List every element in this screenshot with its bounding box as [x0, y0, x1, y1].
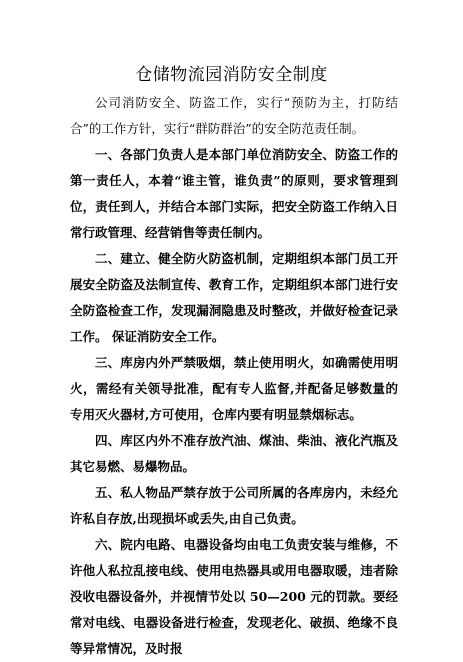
rule-paragraph-3: 三、库房内外严禁吸烟，禁止使用明火，如确需使用明火，需经有关领导批准，配有专人监督,并配备足够数量的专用灭火器材,方可使用，仓库内要有明显禁烟标志。 — [70, 355, 398, 422]
rule-paragraph-6: 六、院内电路、电器设备均由电工负责安装与维修，不许他人私拉乱接电线、使用电热器具或用电器取暖，违者除没收电器设备外，并视情节处以 50—200 元的罚款。要经常对电线、电器设备进行检查，发现老化、破损、绝缘不良等异常情况，及时报 — [70, 537, 398, 656]
rule-paragraph-1: 一、各部门负责人是本部门单位消防安全、防盗工作的第一责任人，本着“谁主管，谁负责”的原则，要求管理到位，责任到人，并结合本部门实际，把安全防盗工作纳入日常行政管理、经营销售等责任制内。 — [70, 147, 398, 240]
document-body — [70, 90, 398, 662]
rule-paragraph-5: 五、私人物品严禁存放于公司所属的各库房内，未经允许私自存放,出现损坏或丢失,由自己负责。 — [70, 485, 398, 526]
rule-paragraph-2: 二、建立、健全防火防盗机制，定期组织本部门员工开展安全防盗及法制宣传、教育工作，定期组织本部门进行安全防盗检查工作，发现漏洞隐患及时整改，并做好检查记录工作。 保证消防安全工作。 — [70, 251, 398, 344]
rule-paragraph-4: 四、库区内外不准存放汽油、煤油、柴油、液化汽瓶及其它易燃、易爆物品。 — [70, 433, 398, 474]
document-title: 仓储物流园消防安全制度 — [135, 65, 328, 85]
intro-paragraph: 公司消防安全、防盗工作，实行“预防为主，打防结合”的工作方针，实行“群防群治”的安全防范责任制。 — [70, 95, 398, 136]
